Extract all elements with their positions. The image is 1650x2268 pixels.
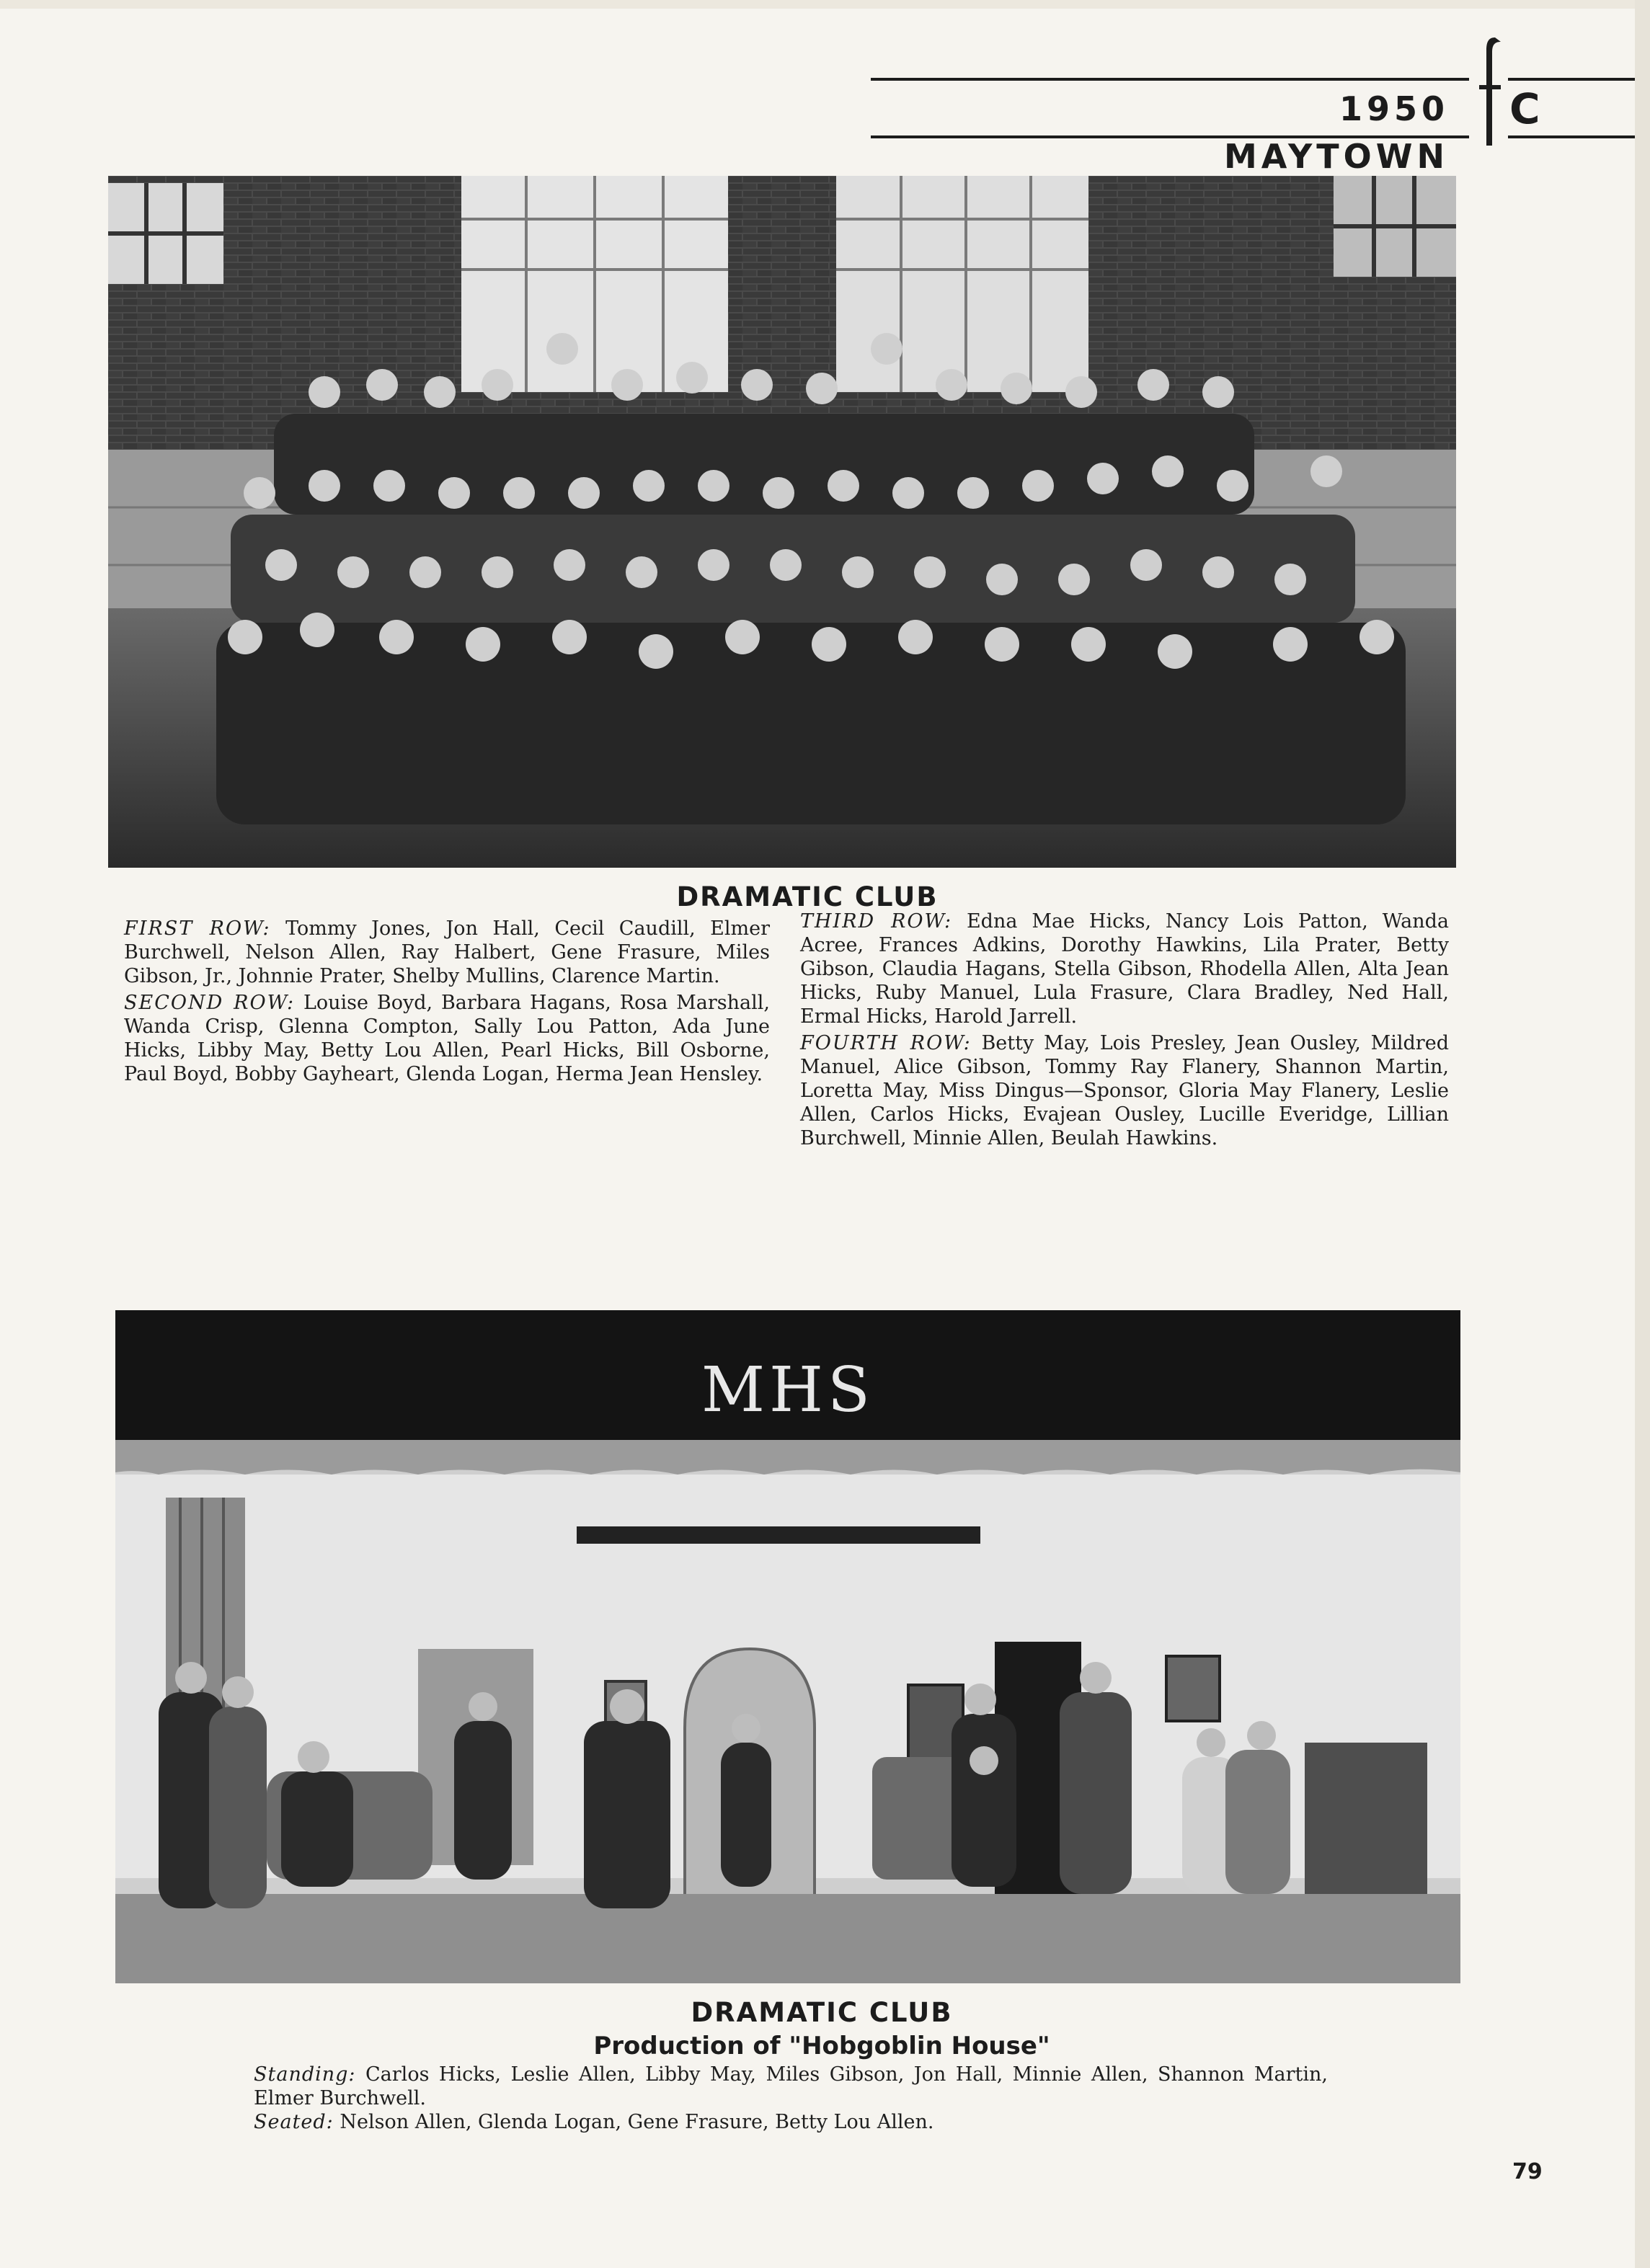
fourth-row-label: FOURTH ROW: [800, 1032, 972, 1054]
production-heading: DRAMATIC CLUB [691, 1997, 953, 2028]
header-rule-top [871, 78, 1469, 81]
standing-names: Carlos Hicks, Leslie Allen, Libby May, Miles Gibson, Jon Hall, Minnie Allen, Shannon Martin, Elmer Burchwell. [254, 2063, 1328, 2109]
page-number: 79 [1512, 2159, 1543, 2184]
standing-label: Standing: [254, 2063, 356, 2086]
seated-label: Seated: [254, 2111, 334, 2133]
caption-right-column [800, 910, 1449, 1153]
first-row-label: FIRST ROW: [124, 917, 271, 940]
second-row-names: Louise Boyd, Barbara Hagans, Rosa Marshall, Wanda Crisp, Glenna Compton, Sally Lou Patton, Ada June Hicks, Libby May, Betty Lou Allen, Pearl Hicks, Bill Osborne, Paul Boyd, Bobby Gayheart, Glenda Logan, Herma Jean Hensley. [124, 992, 770, 1085]
first-row-caption [124, 917, 770, 988]
hobgoblin-house-stage-photo [115, 1310, 1460, 1983]
fourth-row-names: Betty May, Lois Presley, Jean Ousley, Mildred Manuel, Alice Gibson, Tommy Ray Flanery, Shannon Martin, Loretta May, Miss Dingus—Sponsor, Gloria May Flanery, Leslie Allen, Carlos Hicks, Evajean Ousley, Lucille Everidge, Lillian Burchwell, Minnie Allen, Beulah Hawkins. [800, 1032, 1449, 1149]
fourth-row-caption [800, 1031, 1449, 1150]
second-row-caption [124, 991, 770, 1086]
first-row-names: Tommy Jones, Jon Hall, Cecil Caudill, Elmer Burchwell, Nelson Allen, Ray Halbert, Gene Frasure, Miles Gibson, Jr., Johnnie Prater, Shelby Mullins, Clarence Martin. [124, 917, 770, 987]
mhs-banner-text: MHS [701, 1354, 874, 1426]
standing-caption [254, 2063, 1328, 2110]
yearbook-title: 1950 MAYTOWN [1223, 89, 1449, 176]
logo-c-letter: C [1509, 84, 1540, 133]
production-caption [254, 2063, 1328, 2134]
club-photo-heading: DRAMATIC CLUB [676, 881, 939, 912]
page-top-edge [0, 0, 1650, 9]
third-row-caption [800, 910, 1449, 1028]
seated-caption [254, 2110, 1328, 2134]
seated-names: Nelson Allen, Glenda Logan, Gene Frasure, Betty Lou Allen. [340, 2111, 934, 2133]
third-row-label: THIRD ROW: [800, 910, 953, 933]
header-rule-top-right [1508, 78, 1635, 81]
production-subheading: Production of "Hobgoblin House" [593, 2032, 1050, 2060]
header-rule-bottom-right [1508, 135, 1635, 138]
f-logo-icon [1476, 35, 1505, 148]
caption-left-column [124, 917, 770, 1089]
page-right-edge [1635, 0, 1650, 2268]
dramatic-club-group-photo [108, 176, 1456, 868]
third-row-names: Edna Mae Hicks, Nancy Lois Patton, Wanda Acree, Frances Adkins, Dorothy Hawkins, Lila Prater, Betty Gibson, Claudia Hagans, Stella Gibson, Rhodella Allen, Alta Jean Hicks, Ruby Manuel, Lula Frasure, Clara Bradley, Ned Hall, Ermal Hicks, Harold Jarrell. [800, 910, 1449, 1028]
second-row-label: SECOND ROW: [124, 992, 296, 1014]
